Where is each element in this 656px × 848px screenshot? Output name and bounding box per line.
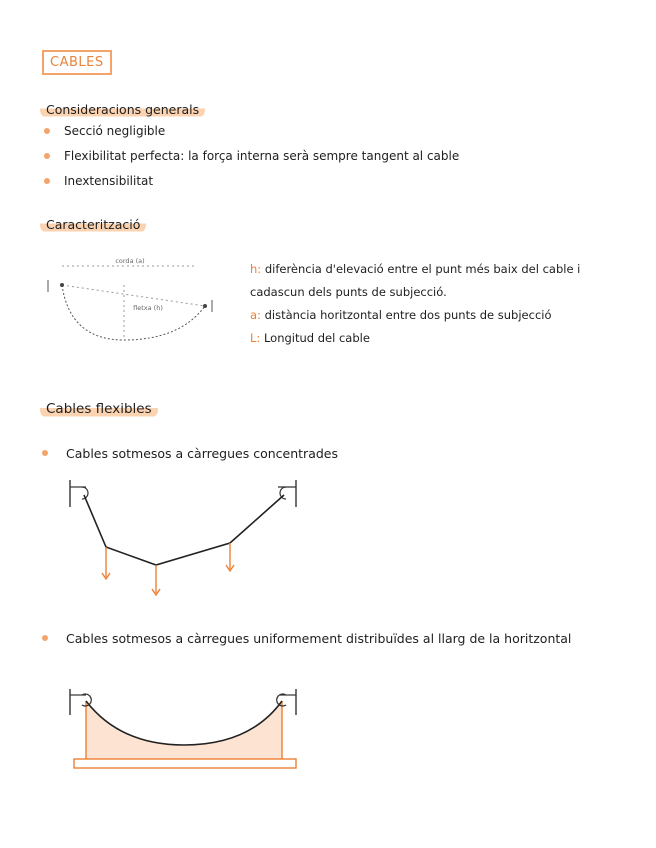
load-base-bar [74,759,296,768]
general-heading-wrap [40,99,205,118]
load-fill [86,701,282,759]
cable-curve [62,285,205,340]
list-item: Flexibilitat perfecta: la força interna serà sempre tangent al cable [42,146,459,171]
bullet-dot [42,635,48,641]
list-item: Secció negligible [42,121,459,146]
case-concentrated: Cables sotmesos a càrregues concentrades [42,445,602,462]
flexible-heading-wrap [40,398,158,417]
definition-l: L: Longitud del cable [250,331,370,345]
list-item: Inextensibilitat [42,171,459,196]
definitions [250,258,630,350]
chord-label: corda (a) [115,257,145,265]
bullet-dot [44,128,50,134]
support-line [62,285,205,306]
bullet-dot [42,450,48,456]
concentrated-loads-diagram [60,475,310,605]
sag-label: fletxa (h) [133,304,163,312]
cable-geometry-diagram [40,252,230,350]
flexible-heading: Cables flexibles [40,400,158,418]
distributed-load-diagram [60,685,310,775]
general-list [42,121,459,196]
characterization-heading-wrap [40,214,146,233]
page-title: CABLES [42,50,112,75]
definition-h: h: diferència d'elevació entre el punt més baix del cable i cadascun dels punts de subjecció. [250,262,581,299]
support-point-left [60,283,64,287]
general-heading: Consideracions generals [40,101,205,118]
case-distributed: Cables sotmesos a càrregues uniformement distribuïdes al llarg de la horitzontal [42,630,602,647]
bullet-dot [44,153,50,159]
cable-polyline [84,495,284,565]
bullet-dot [44,178,50,184]
characterization-heading: Caracterització [40,216,146,233]
definition-a: a: distància horitzontal entre dos punts de subjecció [250,308,552,322]
support-point-right [203,304,207,308]
